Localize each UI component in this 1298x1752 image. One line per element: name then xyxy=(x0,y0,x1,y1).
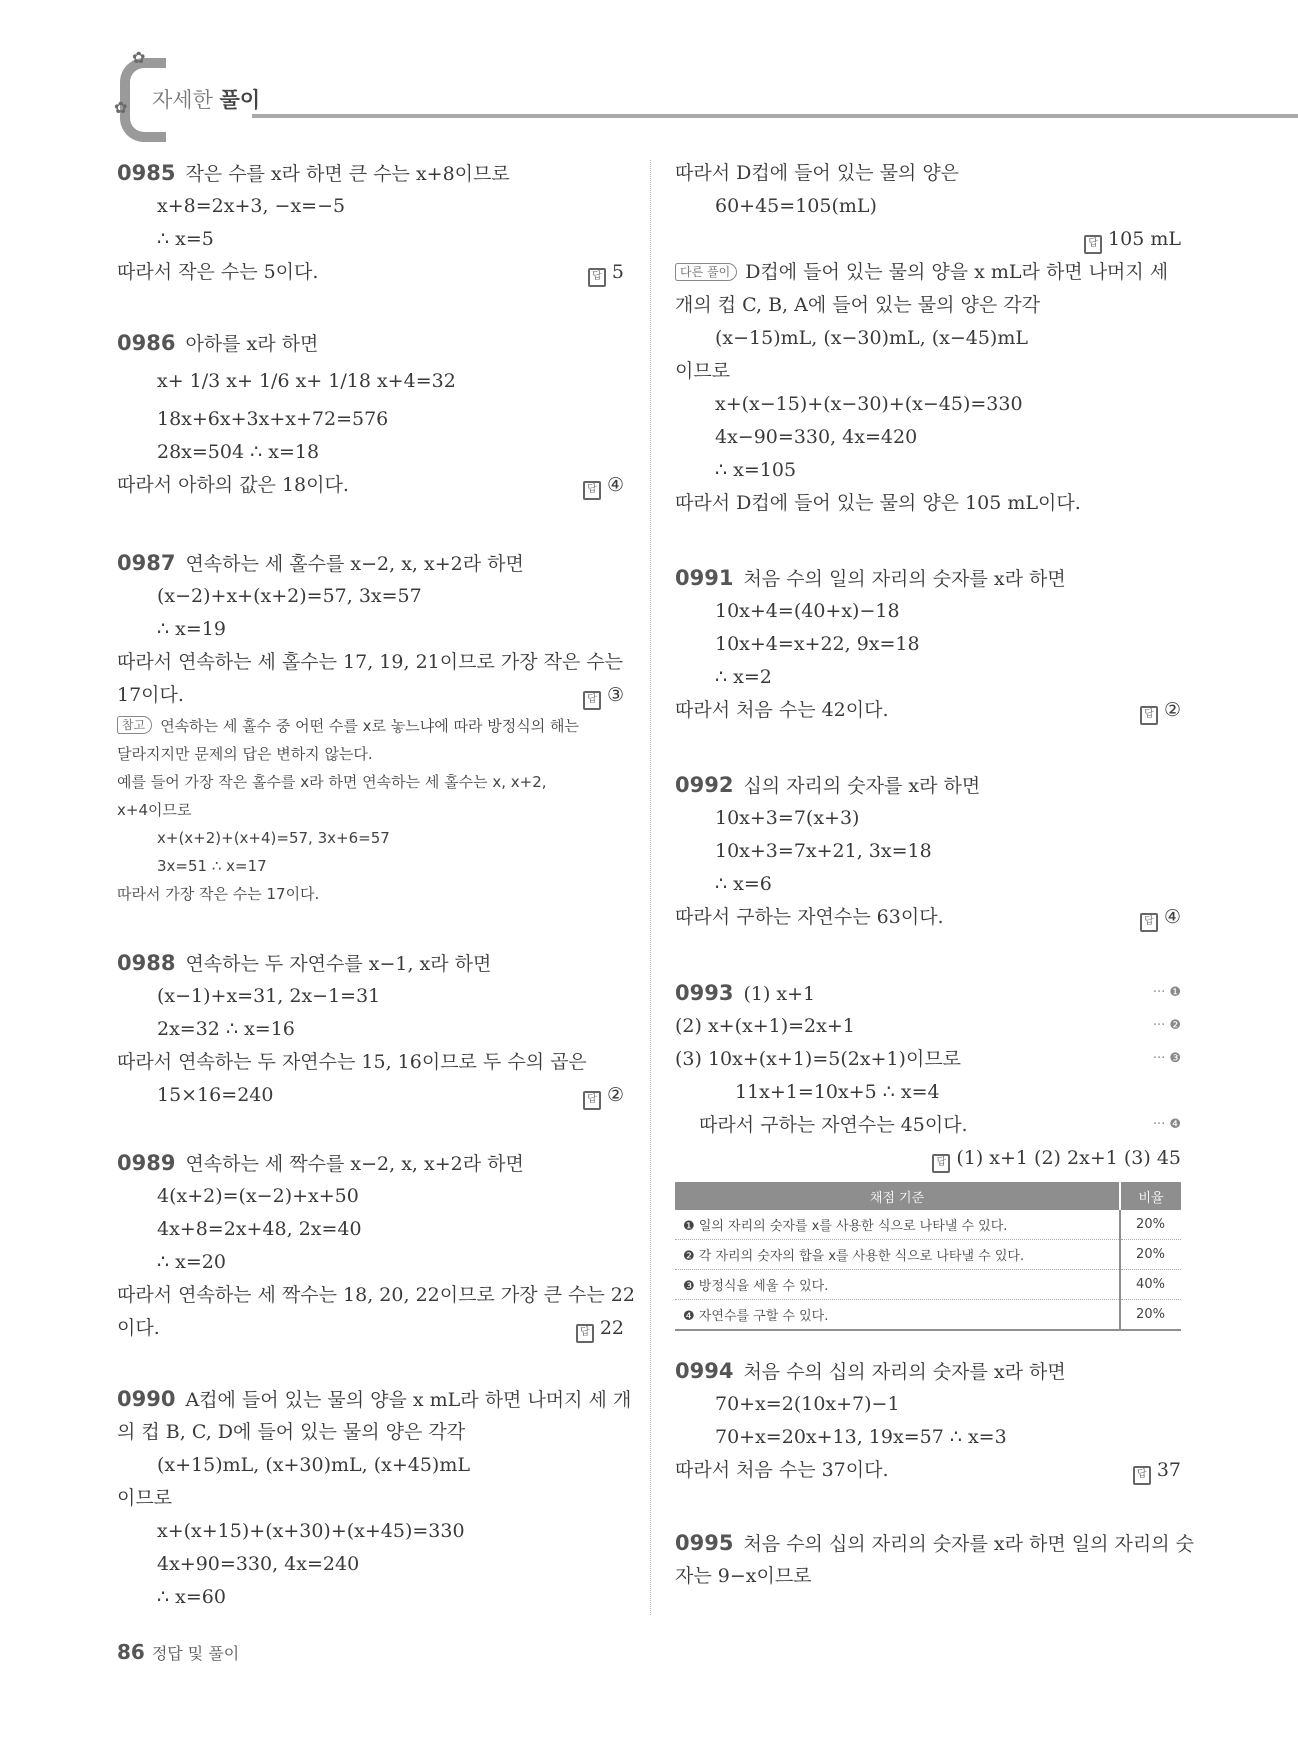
problem-number: 0989 xyxy=(117,1151,176,1175)
answer-icon: 답 xyxy=(1133,1466,1151,1485)
problem-number: 0994 xyxy=(675,1359,734,1383)
problem-number: 0991 xyxy=(675,566,734,590)
footer-label: 정답 및 풀이 xyxy=(151,1644,240,1663)
answer-icon: 답 xyxy=(583,1091,601,1110)
step-marker: ··· ❸ xyxy=(1152,1051,1181,1066)
problem-number: 0986 xyxy=(117,331,176,355)
problem-number: 0992 xyxy=(675,773,734,797)
header-title: 자세한 풀이 xyxy=(152,88,261,112)
answer-badge: 답 ② xyxy=(1140,697,1181,723)
note-tag: 참고 xyxy=(117,716,152,734)
answer-icon: 답 xyxy=(588,268,606,287)
answer-icon: 답 xyxy=(583,481,601,500)
answer-icon: 답 xyxy=(1140,706,1158,725)
flower-icon: ✿ xyxy=(114,98,128,117)
answer-icon: 답 xyxy=(576,1324,594,1343)
table-row: ❶ 일의 자리의 숫자를 x를 사용한 식으로 나타낼 수 있다. 20% xyxy=(675,1210,1181,1240)
problem-number: 0988 xyxy=(117,951,176,975)
page-footer xyxy=(117,1640,239,1664)
column-divider xyxy=(650,160,651,1615)
problem-number: 0987 xyxy=(117,551,176,575)
table-header-rate: 비율 xyxy=(1120,1182,1181,1210)
problem-number: 0985 xyxy=(117,161,176,185)
problem-number: 0995 xyxy=(675,1531,734,1555)
answer-icon: 답 xyxy=(583,691,601,710)
answer-badge: 답 5 xyxy=(588,259,624,285)
answer-icon: 답 xyxy=(932,1154,950,1173)
step-marker: ··· ❷ xyxy=(1152,1018,1181,1033)
answer-badge: 답 ④ xyxy=(1140,904,1181,930)
problem-number: 0990 xyxy=(117,1387,176,1411)
answer-badge: 답 22 xyxy=(576,1315,624,1341)
answer-badge: 답 ② xyxy=(583,1082,624,1108)
table-header-criteria: 채점 기준 xyxy=(675,1182,1120,1210)
page-number: 86 xyxy=(117,1640,145,1664)
answer-badge: 답 37 xyxy=(1133,1457,1181,1483)
table-row: ❷ 각 자리의 숫자의 합을 x를 사용한 식으로 나타낼 수 있다. 20% xyxy=(675,1240,1181,1270)
answer-badge: 답 105 mL xyxy=(1084,226,1181,252)
scoring-table xyxy=(675,1182,1181,1331)
answer-badge: 답 (1) x+1 (2) 2x+1 (3) 45 xyxy=(932,1145,1181,1171)
answer-icon: 답 xyxy=(1084,235,1102,254)
header-rule xyxy=(252,114,1298,118)
table-row: ❹ 자연수를 구할 수 있다. 20% xyxy=(675,1300,1181,1331)
answer-badge: 답 ③ xyxy=(583,682,624,708)
answer-icon: 답 xyxy=(1140,913,1158,932)
answer-badge: 답 ④ xyxy=(583,472,624,498)
alt-solution-tag: 다른 풀이 xyxy=(675,263,737,281)
flower-icon: ✿ xyxy=(132,48,146,67)
step-marker: ··· ❹ xyxy=(1152,1117,1181,1132)
step-marker: ··· ❶ xyxy=(1152,985,1181,1000)
problem-number: 0993 xyxy=(675,981,734,1005)
table-row: ❸ 방정식을 세울 수 있다. 40% xyxy=(675,1270,1181,1300)
